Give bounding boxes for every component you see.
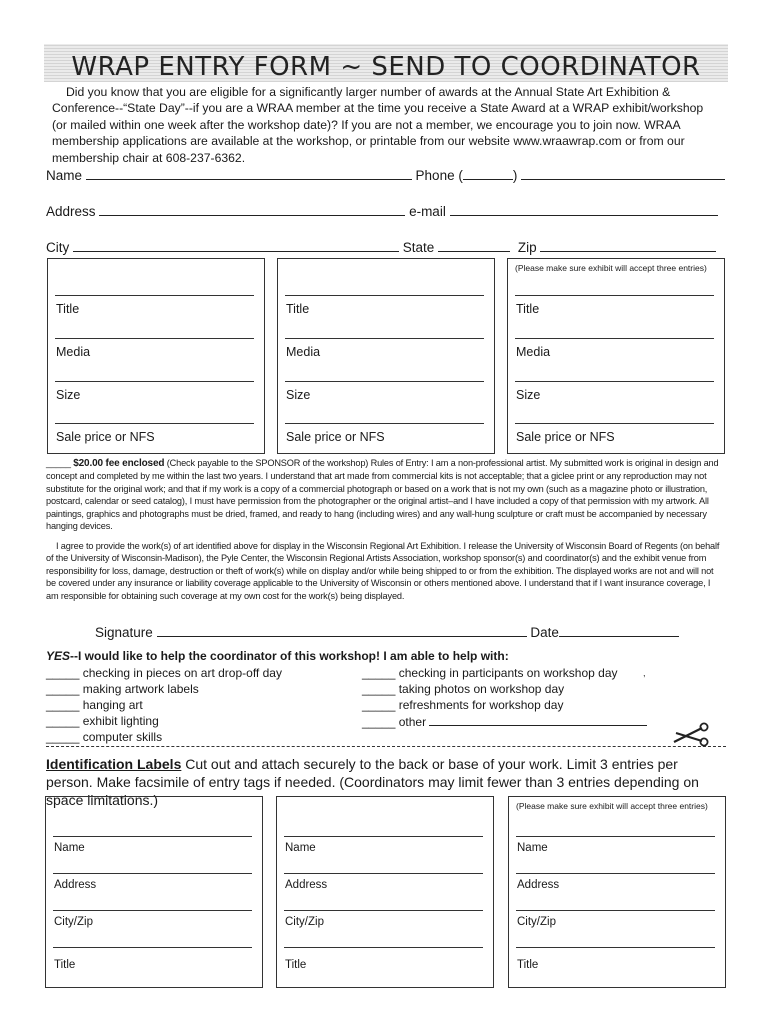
signature-row xyxy=(95,623,679,640)
id-label-box-1 xyxy=(45,796,263,988)
entry-3-media-label: Media xyxy=(516,345,551,359)
checkbox-blank[interactable]: _____ xyxy=(46,730,80,744)
city-field[interactable] xyxy=(73,238,399,252)
address-row xyxy=(46,202,718,219)
phone-close: ) xyxy=(512,168,518,183)
volunteer-heading-text: --I would like to help the coordinator of this workshop! I am able to help with: xyxy=(70,649,509,663)
address-field[interactable] xyxy=(99,202,405,216)
entry-3-title-line[interactable] xyxy=(515,295,714,296)
id-label-box-3 xyxy=(508,796,726,988)
id-1-address-label: Address xyxy=(54,879,97,891)
volunteer-option-label: checking in participants on workshop day xyxy=(398,666,618,680)
name-row xyxy=(46,166,725,183)
volunteer-left-item-3[interactable] xyxy=(46,698,143,712)
entry-1-media-line[interactable] xyxy=(55,338,254,339)
volunteer-option-label: making artwork labels xyxy=(82,682,199,696)
checkbox-blank[interactable]: _____ xyxy=(46,682,80,696)
page-title: WRAP ENTRY FORM ~ SEND TO COORDINATOR xyxy=(71,52,701,82)
id-3-address-label: Address xyxy=(517,879,560,891)
id-2-address-label: Address xyxy=(285,879,328,891)
volunteer-right-item-3[interactable] xyxy=(362,698,563,712)
fee-blank[interactable]: _____ xyxy=(46,458,71,468)
email-label: e-mail xyxy=(409,204,446,219)
volunteer-option-label: refreshments for workshop day xyxy=(398,698,564,712)
entry-3-size-line[interactable] xyxy=(515,381,714,382)
checkbox-blank[interactable]: _____ xyxy=(362,666,396,680)
id-1-title-line[interactable] xyxy=(53,947,252,948)
phone-field[interactable] xyxy=(521,166,725,180)
volunteer-right-item-4[interactable] xyxy=(362,714,647,729)
id-2-address-line[interactable] xyxy=(284,873,483,874)
signature-field[interactable] xyxy=(157,623,527,637)
other-field[interactable] xyxy=(429,714,647,726)
state-field[interactable] xyxy=(438,238,510,252)
date-field[interactable] xyxy=(559,623,679,637)
phone-area-field[interactable] xyxy=(463,166,513,180)
id-3-title-line[interactable] xyxy=(516,947,715,948)
checkbox-blank[interactable]: _____ xyxy=(46,698,80,712)
id-2-name-line[interactable] xyxy=(284,836,483,837)
entry-3-size-label: Size xyxy=(516,388,541,402)
id-1-name-line[interactable] xyxy=(53,836,252,837)
cut-line xyxy=(46,746,726,747)
entry-3-price-label: Sale price or NFS xyxy=(516,430,615,444)
entry-2-title-label: Title xyxy=(286,302,310,316)
id-3-address-line[interactable] xyxy=(516,873,715,874)
stray-comma: , xyxy=(643,668,646,678)
checkbox-blank[interactable]: _____ xyxy=(46,714,80,728)
scissors-icon xyxy=(672,722,712,748)
rules-text: (Check payable to the SPONSOR of the workshop) Rules of Entry: I am a non-professional artist. My submitted work is original in design and concept and completed by me within the last two years. I understand that art made from commercial kits is not acceptable; that a giclee print or any reproduction may not substitute for the original work; and that if my work is a copy of a commercial photograph or based on a work that is not my own (such as a magazine photo or illustration, postcard, calendar or seed catalog), I must have permission from the photographer or the original artist–and I have included a copy of that permission with my artwork. All paintings, graphics and photographs must be dried, framed, and ready to hang (including wires) and any wall-hung sculpture or craft must be accompanied by necessary hanging devices. xyxy=(46,458,719,532)
volunteer-left-item-2[interactable] xyxy=(46,682,199,696)
city-label: City xyxy=(46,240,70,255)
entry-2-media-label: Media xyxy=(286,345,321,359)
address-label: Address xyxy=(46,204,96,219)
id-labels-instructions: Cut out and attach securely to the back or base of your work. Limit 3 entries per person. Make facsimile of entry tags if needed. (Coordinators may limit fewer than 3 entries depending on space limitations.) xyxy=(46,756,699,808)
name-field[interactable] xyxy=(86,166,412,180)
volunteer-option-label: exhibit lighting xyxy=(82,714,159,728)
volunteer-option-label: computer skills xyxy=(82,730,163,744)
signature-label: Signature xyxy=(95,625,153,640)
id-1-address-line[interactable] xyxy=(53,873,252,874)
entry-note: (Please make sure exhibit will accept three entries) xyxy=(515,263,707,273)
entry-3-price-line[interactable] xyxy=(515,423,714,424)
entry-1-price-line[interactable] xyxy=(55,423,254,424)
volunteer-left-item-1[interactable] xyxy=(46,666,282,680)
id-3-cityzip-label: City/Zip xyxy=(517,916,556,928)
volunteer-right-item-1[interactable] xyxy=(362,666,618,680)
entry-2-price-label: Sale price or NFS xyxy=(286,430,385,444)
name-label: Name xyxy=(46,168,83,183)
entry-2-title-line[interactable] xyxy=(285,295,484,296)
checkbox-blank[interactable]: _____ xyxy=(362,698,396,712)
entry-1-price-label: Sale price or NFS xyxy=(56,430,155,444)
entry-1-media-label: Media xyxy=(56,345,91,359)
phone-label: Phone ( xyxy=(415,168,463,183)
id-3-name-line[interactable] xyxy=(516,836,715,837)
entry-1-title-label: Title xyxy=(56,302,80,316)
entry-1-title-line[interactable] xyxy=(55,295,254,296)
volunteer-right-item-2[interactable] xyxy=(362,682,564,696)
state-label: State xyxy=(402,240,435,255)
entry-1-size-line[interactable] xyxy=(55,381,254,382)
volunteer-yes: YES xyxy=(46,649,71,663)
zip-label: Zip xyxy=(517,240,537,255)
entry-2-price-line[interactable] xyxy=(285,423,484,424)
id-2-cityzip-label: City/Zip xyxy=(285,916,324,928)
checkbox-blank[interactable]: _____ xyxy=(46,666,80,680)
entry-3-title-label: Title xyxy=(516,302,540,316)
entry-2-media-line[interactable] xyxy=(285,338,484,339)
id-2-title-label: Title xyxy=(285,959,307,971)
zip-field[interactable] xyxy=(540,238,716,252)
entry-3-media-line[interactable] xyxy=(515,338,714,339)
checkbox-blank[interactable]: _____ xyxy=(362,715,396,729)
id-1-title-label: Title xyxy=(54,959,76,971)
id-label-box-2 xyxy=(276,796,494,988)
id-2-title-line[interactable] xyxy=(284,947,483,948)
entry-1-size-label: Size xyxy=(56,388,81,402)
volunteer-option-label: hanging art xyxy=(82,698,143,712)
email-field[interactable] xyxy=(450,202,718,216)
entry-2-size-label: Size xyxy=(286,388,311,402)
id-3-name-label: Name xyxy=(517,842,548,854)
id-1-cityzip-label: City/Zip xyxy=(54,916,93,928)
entry-2-size-line[interactable] xyxy=(285,381,484,382)
city-row xyxy=(46,238,716,255)
volunteer-left-item-4[interactable] xyxy=(46,714,159,728)
volunteer-heading xyxy=(46,649,509,663)
volunteer-option-label: taking photos on workshop day xyxy=(398,682,565,696)
intro-paragraph: Did you know that you are eligible for a significantly larger number of awards at the Annual State Art Exhibition & Conference--“State Day”--if you are a WRAA member at the time you receive a State Award at a WRAP exhibit/workshop (or mailed within one week after the workshop date)? If you are not a member, we encourage you to join now. WRAA membership applications are available at the workshop, or printable from our website www.wraawrap.com or from our membership chair at 608-237-6362. xyxy=(52,85,704,165)
id-1-name-label: Name xyxy=(54,842,85,854)
checkbox-blank[interactable]: _____ xyxy=(362,682,396,696)
id-3-title-label: Title xyxy=(517,959,539,971)
fee-amount: $20.00 fee enclosed xyxy=(73,458,165,469)
rules-of-entry xyxy=(46,457,722,532)
volunteer-left-item-5[interactable] xyxy=(46,730,162,744)
volunteer-option-label: checking in pieces on art drop-off day xyxy=(82,666,282,680)
id-1-cityzip-line[interactable] xyxy=(53,910,252,911)
agreement-text: I agree to provide the work(s) of art identified above for display in the Wisconsin Regional Art Exhibition. I release the University of Wisconsin Board of Regents (on behalf of the University of Wisconsin-Madison), the Pyle Center, the Wisconsin Regional Artists Association, workshop sponsor(s) and coordinator(s) and the exhibit venue from responsibility for loss, damage, destruction or theft of work(s) while on display and/or while being shipped to or from the exhibition. The displayed works are not and will not be covered under any insurance or liability coverage applicable to the University of Wisconsin or others mentioned above. I understand that if I want insurance coverage, I am responsible for obtaining such coverage at my own cost for the work(s) being displayed. xyxy=(46,541,720,601)
id-2-cityzip-line[interactable] xyxy=(284,910,483,911)
id-2-name-label: Name xyxy=(285,842,316,854)
id-label-note: (Please make sure exhibit will accept three entries) xyxy=(516,801,708,811)
id-labels-heading: Identification Labels xyxy=(46,756,182,772)
date-label: Date xyxy=(530,625,559,640)
id-3-cityzip-line[interactable] xyxy=(516,910,715,911)
volunteer-option-label: other xyxy=(398,715,427,729)
